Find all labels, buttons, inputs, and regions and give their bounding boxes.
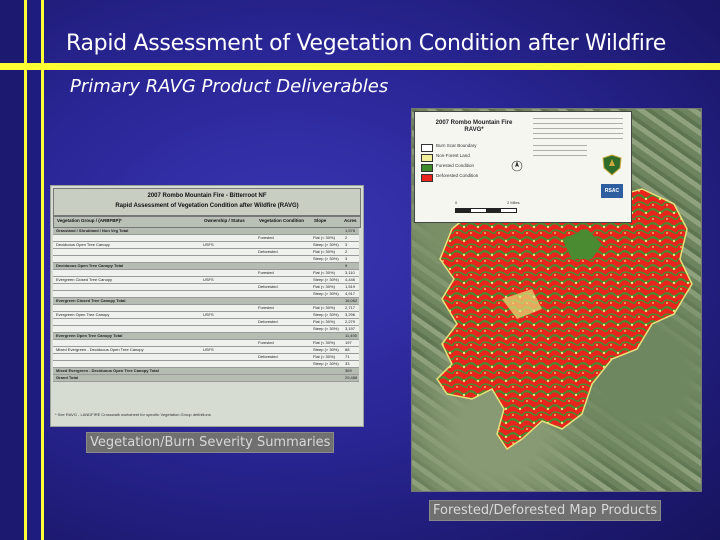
legend-label: Non-Forest Land	[436, 153, 470, 158]
table-cell: 1,519	[345, 284, 356, 289]
burn-severity-map-image	[411, 108, 702, 492]
table-cell: Flat (< 30%)	[313, 235, 335, 240]
table-cell: 68	[345, 347, 350, 352]
table-total-row	[53, 333, 359, 340]
table-cell: 4,917	[345, 291, 356, 296]
table-cell: 2	[345, 249, 348, 254]
scale-start-label: 0	[455, 200, 458, 205]
table-cell: Evergreen Open Tree Canopy Total	[56, 333, 123, 338]
table-cell: Steep (> 30%)	[313, 256, 339, 261]
table-row	[53, 235, 359, 242]
table-row	[53, 305, 359, 312]
table-total-row	[53, 228, 359, 235]
legend-swatch	[421, 144, 433, 152]
map-scale-bar	[455, 208, 517, 213]
column-header: Slope	[314, 218, 327, 223]
table-cell: 3	[345, 256, 348, 261]
legend-swatch	[421, 164, 433, 172]
table-cell: Deforested	[258, 319, 278, 324]
column-header: Vegetation Group / (ARBFBP)*	[57, 218, 122, 223]
table-cell: 2	[345, 235, 348, 240]
table-cell: 3,296	[345, 312, 356, 317]
table-cell: 197	[345, 340, 352, 345]
table-cell: 3,197	[345, 326, 356, 331]
table-cell: Steep (> 30%)	[313, 347, 339, 352]
table-cell: 9	[345, 263, 348, 268]
legend-swatch	[421, 174, 433, 182]
table-cell: Deciduous Open Tree Canopy	[56, 242, 110, 247]
table-caption-label: Vegetation/Burn Severity Summaries	[86, 432, 334, 453]
table-row	[53, 249, 359, 256]
slide-title: Rapid Assessment of Vegetation Condition after Wildfire	[66, 31, 667, 56]
table-total-row	[53, 375, 359, 382]
legend-label: Deforested Condition	[436, 173, 479, 178]
table-cell: Forested	[258, 270, 274, 275]
table-cell: Deforested	[258, 284, 278, 289]
table-row	[53, 291, 359, 298]
table-cell: 2,279	[345, 319, 356, 324]
table-row	[53, 319, 359, 326]
table-cell: Flat (< 30%)	[313, 249, 335, 254]
column-header: Ownership / Status	[204, 218, 245, 223]
table-cell: Forested	[258, 340, 274, 345]
legend-label: Burn Scar Boundary	[436, 143, 477, 148]
table-row	[53, 242, 359, 249]
table-cell: 3	[345, 242, 348, 247]
vegetation-summary-table-image	[50, 185, 364, 427]
map-credits-text	[533, 118, 623, 157]
rsac-logo: RSAC	[601, 184, 623, 198]
table-cell: Evergreen Closed Tree Canopy Total	[56, 298, 126, 303]
horizontal-accent-bar	[0, 63, 720, 70]
table-cell: 29,488	[345, 375, 358, 380]
table-cell: Deforested	[258, 249, 278, 254]
table-cell: Flat (< 30%)	[313, 305, 335, 310]
table-total-row	[53, 298, 359, 305]
left-margin-band	[0, 0, 24, 540]
table-cell: 71	[345, 354, 350, 359]
table-cell: 33	[345, 361, 350, 366]
vertical-accent-bar-inner	[27, 0, 41, 540]
map-caption-label: Forested/Deforested Map Products	[429, 500, 661, 521]
table-cell: Flat (< 30%)	[313, 340, 335, 345]
table-cell: Flat (< 30%)	[313, 284, 335, 289]
table-title-line1: 2007 Rombo Mountain Fire - Bitterroot NF	[147, 193, 267, 199]
north-arrow-icon	[511, 160, 523, 172]
table-row	[53, 354, 359, 361]
table-cell: Steep (> 30%)	[313, 242, 339, 247]
table-cell: 16,062	[345, 298, 358, 303]
table-cell: Forested	[258, 305, 274, 310]
slide-subtitle: Primary RAVG Product Deliverables	[70, 76, 389, 97]
table-cell: Evergreen Open Tree Canopy	[56, 312, 110, 317]
table-cell: USFS	[203, 347, 214, 352]
map-title: 2007 Rombo Mountain Fire RAVG*	[435, 120, 513, 133]
table-cell: Steep (> 30%)	[313, 277, 339, 282]
table-cell: USFS	[203, 242, 214, 247]
table-cell: Grassland / Shrubland / Non Veg Total	[56, 228, 129, 233]
table-cell: 3,110	[345, 270, 355, 275]
table-cell: USFS	[203, 277, 214, 282]
table-total-row	[53, 368, 359, 375]
table-footnote: * See RAVG - LANDFIRE Crosswalk worksheet for specific Vegetation Group definitions	[55, 412, 211, 417]
table-cell: 2,717	[345, 305, 356, 310]
table-cell: Mixed Evergreen - Deciduous Open Tree Canopy	[56, 347, 144, 352]
table-cell: Steep (> 30%)	[313, 291, 339, 296]
table-cell: Grand Total	[56, 375, 79, 380]
table-cell: Steep (> 30%)	[313, 326, 339, 331]
table-cell: Steep (> 30%)	[313, 312, 339, 317]
forest-service-shield-logo	[601, 154, 623, 176]
table-cell: Steep (> 30%)	[313, 361, 339, 366]
table-row	[53, 340, 359, 347]
table-row	[53, 347, 359, 354]
table-cell: Flat (< 30%)	[313, 319, 335, 324]
table-row	[53, 361, 359, 368]
scale-end-label: 2 Miles	[507, 200, 520, 205]
table-cell: Evergreen Closed Tree Canopy	[56, 277, 113, 282]
table-cell: 1,578	[345, 228, 356, 233]
table-title-line2: Rapid Assessment of Vegetation Condition after Wildfire (RAVG)	[115, 203, 299, 209]
table-cell: USFS	[203, 312, 214, 317]
table-row	[53, 277, 359, 284]
table-cell: Flat (< 30%)	[313, 270, 335, 275]
table-header-block	[53, 188, 361, 216]
table-row	[53, 270, 359, 277]
table-cell: Deciduous Open Tree Canopy Total	[56, 263, 124, 268]
table-total-row	[53, 263, 359, 270]
table-cell: 369	[345, 368, 352, 373]
table-body	[53, 228, 359, 382]
table-cell: 11,490	[345, 333, 357, 338]
table-row	[53, 284, 359, 291]
table-row	[53, 256, 359, 263]
table-row	[53, 312, 359, 319]
table-cell: Mixed Evergreen - Deciduous Open Tree Canopy Total	[56, 368, 159, 373]
map-legend-panel	[414, 111, 632, 223]
column-header: Vegetation Condition	[259, 218, 304, 223]
table-row	[53, 326, 359, 333]
table-cell: Deforested	[258, 354, 278, 359]
table-cell: Flat (< 30%)	[313, 354, 335, 359]
legend-label: Forested Condition	[436, 163, 475, 168]
column-header: Acres	[344, 218, 357, 223]
table-cell: Forested	[258, 235, 274, 240]
table-cell: 4,446	[345, 277, 356, 282]
table-column-header-row	[53, 216, 361, 228]
legend-swatch	[421, 154, 433, 162]
